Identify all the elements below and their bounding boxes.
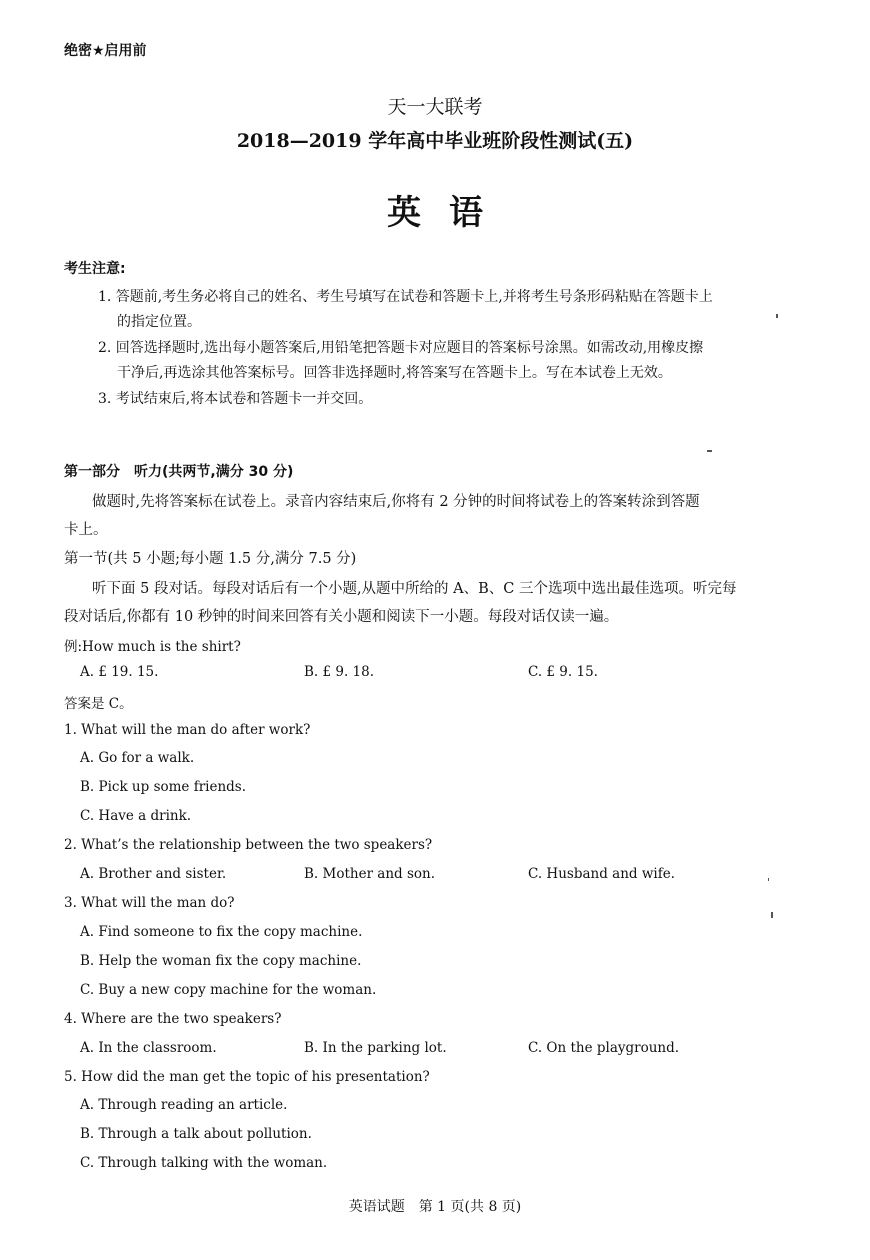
question-5-option-a: A. Through reading an article. bbox=[80, 1097, 288, 1113]
notice-title: 考生注意: bbox=[64, 261, 126, 277]
exam-title: 2018—2019 学年高中毕业班阶段性测试(五) bbox=[236, 130, 634, 152]
example-option-a: A. £ 19. 15. bbox=[80, 664, 159, 680]
question-3: 3. What will the man do? bbox=[64, 895, 235, 911]
notice-item-1: 1. 答题前,考生务必将自己的姓名、考生号填写在试卷和答题卡上,并将考生号条形码粘贴在答题卡上 bbox=[98, 289, 713, 305]
question-2-option-a: A. Brother and sister. bbox=[80, 866, 227, 882]
page-footer: 英语试题 第 1 页(共 8 页) bbox=[348, 1199, 522, 1215]
question-4-option-a: A. In the classroom. bbox=[80, 1040, 217, 1056]
notice-item-1-cont: 的指定位置。 bbox=[117, 314, 201, 330]
part1-title: 第一部分 听力(共两节,满分 30 分) bbox=[64, 464, 294, 480]
part1-intro-cont: 卡上。 bbox=[64, 522, 108, 538]
example-question: 例:How much is the shirt? bbox=[64, 639, 241, 655]
exam-organizer: 天一大联考 bbox=[387, 96, 483, 118]
scan-speck bbox=[707, 450, 712, 452]
section1-intro: 听下面 5 段对话。每段对话后有一个小题,从题中所给的 A、B、C 三个选项中选出最佳选项。听完每 bbox=[92, 581, 737, 597]
notice-item-2: 2. 回答选择题时,选出每小题答案后,用铅笔把答题卡对应题目的答案标号涂黑。如需改动,用橡皮擦 bbox=[98, 340, 704, 356]
notice-item-3: 3. 考试结束后,将本试卷和答题卡一并交回。 bbox=[98, 391, 373, 407]
question-1: 1. What will the man do after work? bbox=[64, 722, 311, 738]
notice-item-2-cont: 干净后,再选涂其他答案标号。回答非选择题时,将答案写在答题卡上。写在本试卷上无效。 bbox=[117, 365, 672, 381]
question-3-option-b: B. Help the woman fix the copy machine. bbox=[80, 953, 362, 969]
question-2: 2. What’s the relationship between the two speakers? bbox=[64, 837, 433, 853]
scan-speck bbox=[776, 314, 778, 318]
question-2-option-b: B. Mother and son. bbox=[304, 866, 436, 882]
scan-speck bbox=[768, 878, 769, 881]
question-5: 5. How did the man get the topic of his presentation? bbox=[64, 1069, 430, 1085]
question-1-option-c: C. Have a drink. bbox=[80, 808, 192, 824]
question-5-option-c: C. Through talking with the woman. bbox=[80, 1155, 328, 1171]
question-4-option-b: B. In the parking lot. bbox=[304, 1040, 447, 1056]
subject-title: 英语 bbox=[387, 193, 511, 233]
question-1-option-a: A. Go for a walk. bbox=[80, 750, 195, 766]
example-answer: 答案是 C。 bbox=[64, 696, 133, 712]
section1-intro-cont: 段对话后,你都有 10 秒钟的时间来回答有关小题和阅读下一小题。每段对话仅读一遍。 bbox=[64, 609, 619, 625]
question-4-option-c: C. On the playground. bbox=[528, 1040, 680, 1056]
scan-speck bbox=[771, 912, 773, 918]
question-2-option-c: C. Husband and wife. bbox=[528, 866, 675, 882]
question-1-option-b: B. Pick up some friends. bbox=[80, 779, 247, 795]
example-option-c: C. £ 9. 15. bbox=[528, 664, 598, 680]
part1-intro: 做题时,先将答案标在试卷上。录音内容结束后,你将有 2 分钟的时间将试卷上的答案转涂到答题 bbox=[92, 494, 700, 510]
question-4: 4. Where are the two speakers? bbox=[64, 1011, 282, 1027]
section1-title: 第一节(共 5 小题;每小题 1.5 分,满分 7.5 分) bbox=[64, 551, 357, 567]
question-3-option-c: C. Buy a new copy machine for the woman. bbox=[80, 982, 377, 998]
question-3-option-a: A. Find someone to fix the copy machine. bbox=[80, 924, 363, 940]
confidential-label: 绝密★启用前 bbox=[64, 43, 147, 59]
example-option-b: B. £ 9. 18. bbox=[304, 664, 375, 680]
question-5-option-b: B. Through a talk about pollution. bbox=[80, 1126, 312, 1142]
